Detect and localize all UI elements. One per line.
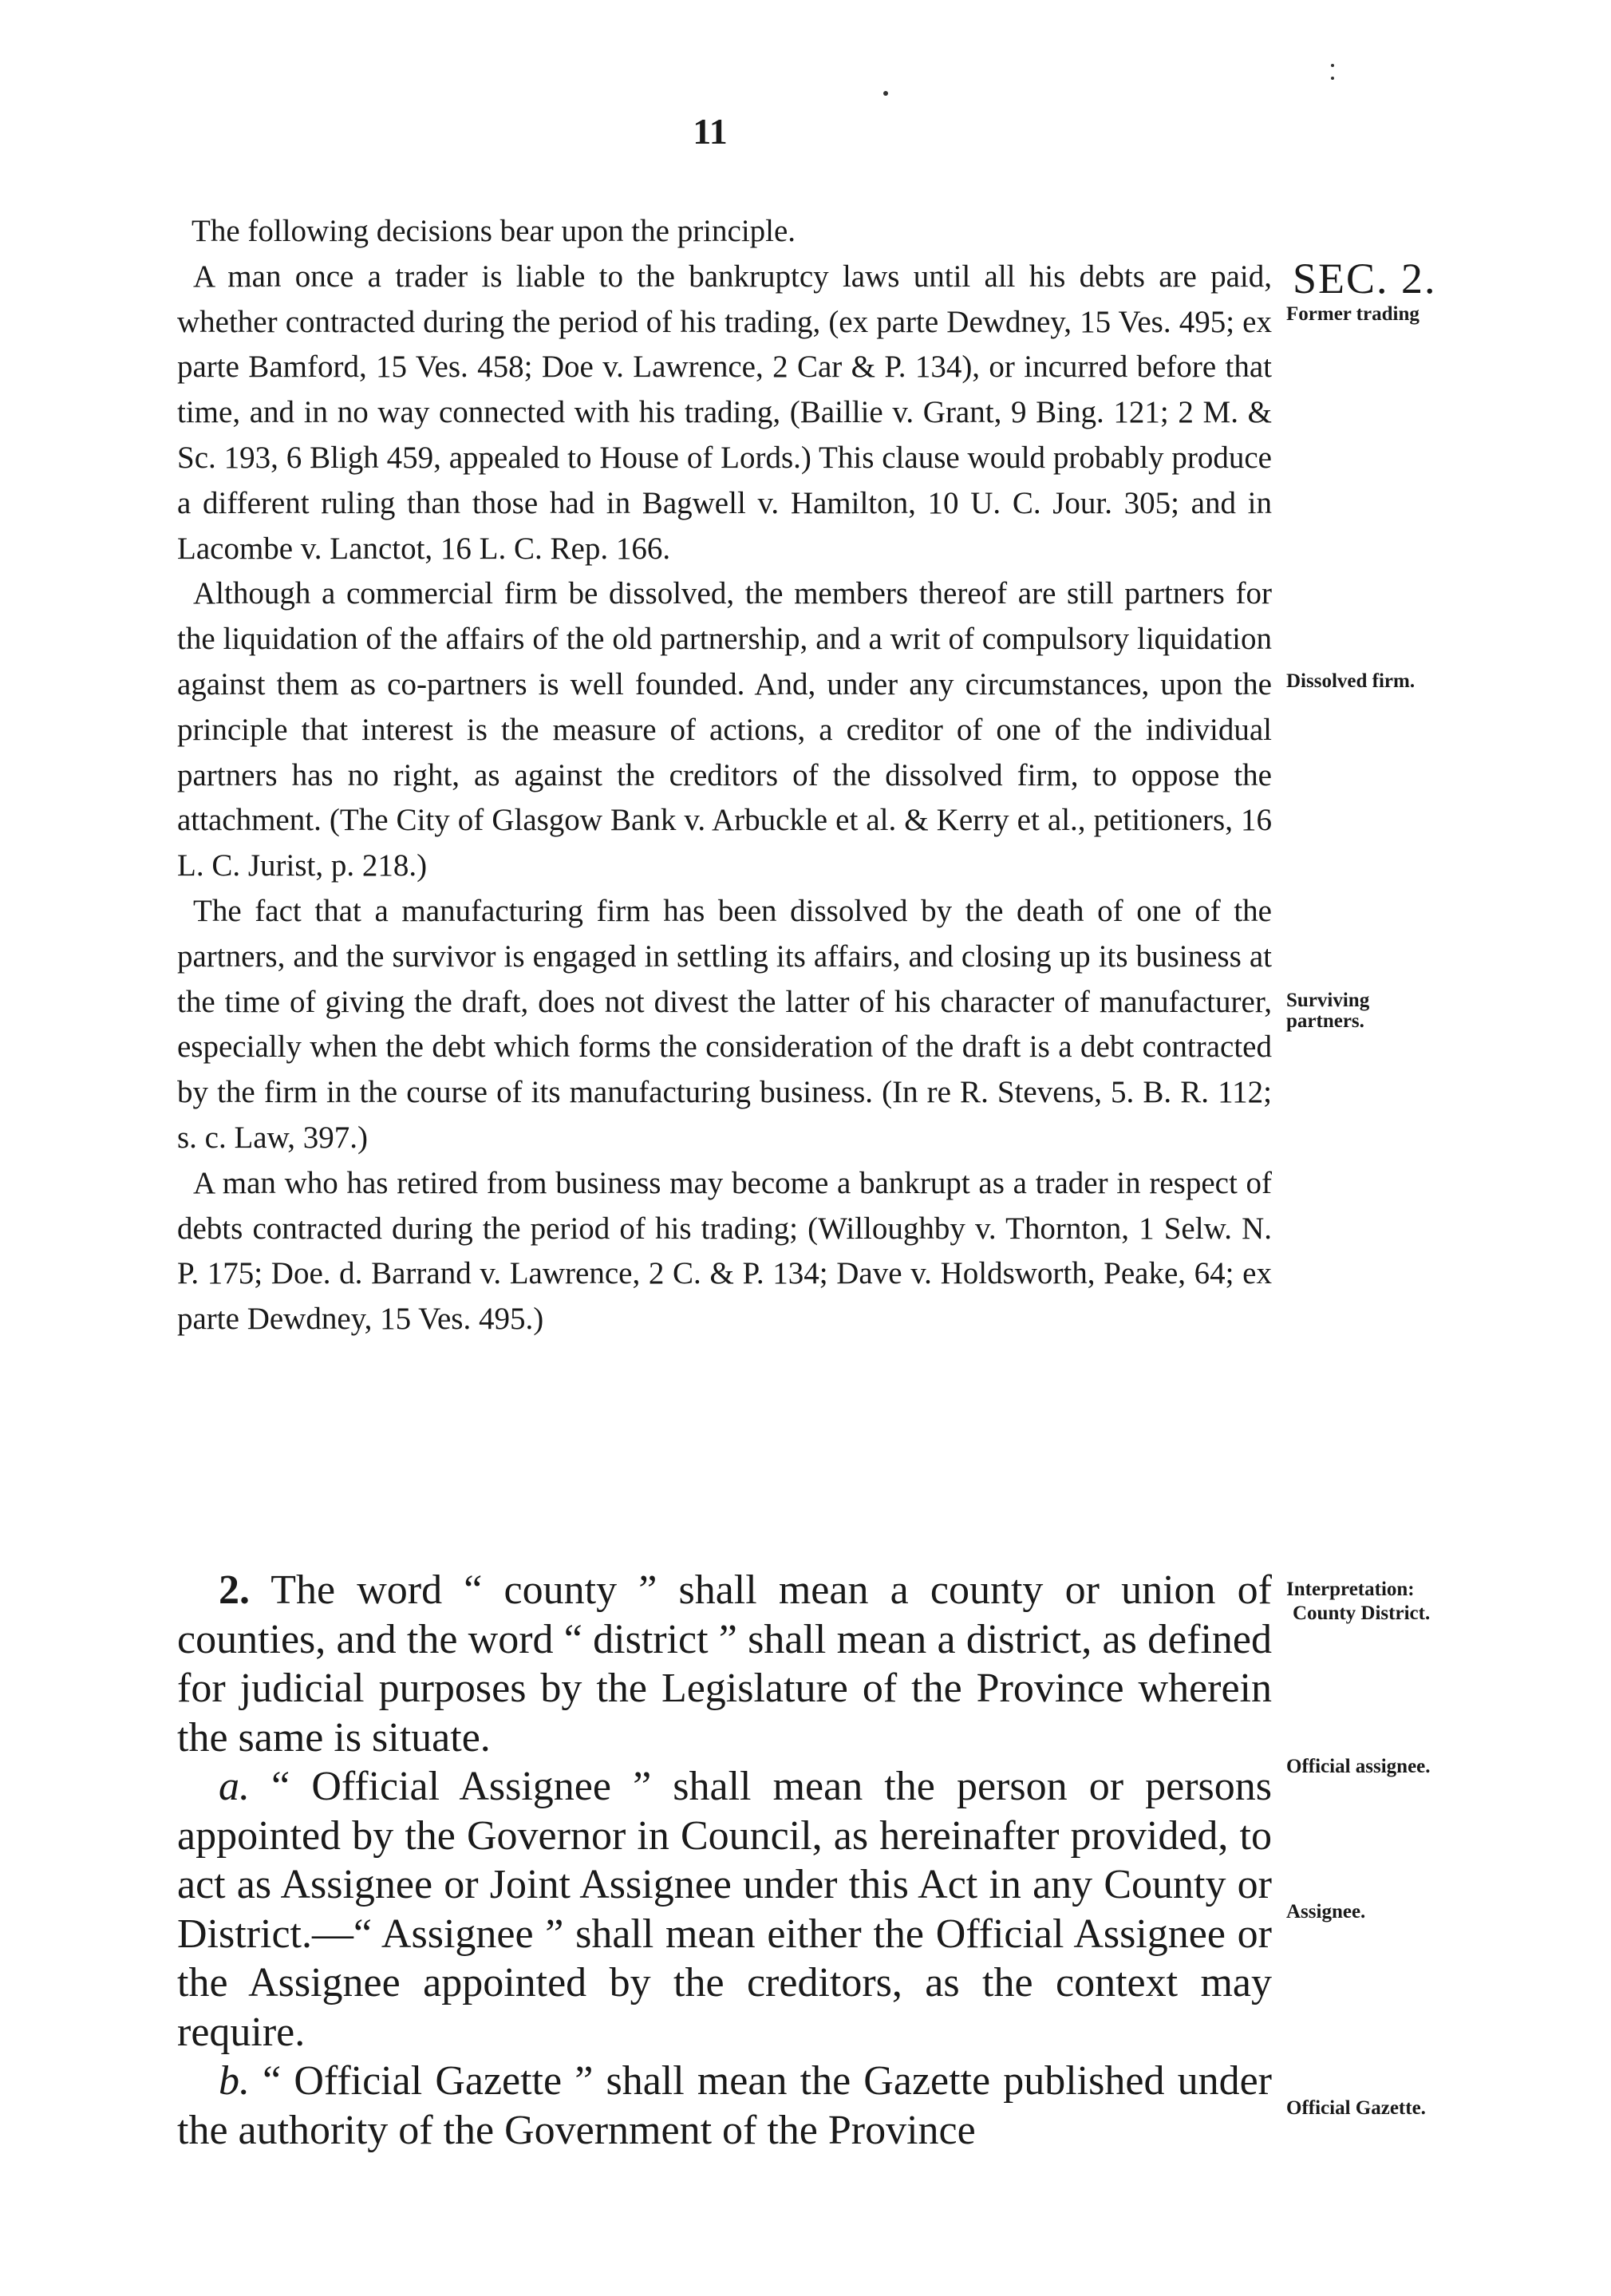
commentary-block (177, 209, 1272, 1342)
commentary-paragraph-dissolved-firm: Although a commercial firm be dissolved, the members thereof are still partners for the liquidation of the affairs of the old partnership, and a writ of compulsory liquidation against them as co-partners is well founded. And, under any circumstances, upon the principle that interest is the measure of actions, a creditor of one of the individual partners has no right, as against the creditors of the dissolved firm, to oppose the attachment. (The City of Glasgow Bank v. Arbuckle et al. & Kerry et al., petitioners, 16 L. C. Jurist, p. 218.) (177, 576, 1272, 883)
margin-note-former-trading: Former trading (1286, 303, 1419, 325)
margin-note-official-gazette: Official Gazette. (1286, 2097, 1426, 2119)
scan-speck (1331, 64, 1334, 67)
section-2b-text: “ Official Gazette ” shall mean the Gazette published under the authority of the Government of the Province (177, 2058, 1273, 2153)
section-2-number: 2. (219, 1567, 250, 1613)
section-2a-label: a. (219, 1764, 250, 1809)
page-number: 11 (693, 111, 728, 152)
commentary-paragraph-surviving-partners: The fact that a manufacturing firm has been dissolved by the death of one of the partners, and the survivor is engaged in settling its affairs, and closing up its business at the time of giving the draft, does not divest the latter of his character of manufacturer, especially when the debt which forms the consideration of the draft is a debt contracted by the firm in the course of its manufacturing business. (In re R. Stevens, 5. B. R. 112; s. c. Law, 397.) (177, 893, 1272, 1155)
scan-speck (1331, 77, 1334, 80)
commentary-paragraph-former-trading: A man once a trader is liable to the bankruptcy laws until all his debts are paid, whether contracted during the period of his trading, (ex parte Dewdney, 15 Ves. 495; ex parte Bamford, 15 Ves. 458; Doe v. Lawrence, 2 Car & P. 134), or incurred before that time, and in no way connected with his trading, (Baillie v. Grant, 9 Bing. 121; 2 M. & Sc. 193, 6 Bligh 459, appealed to House of Lords.) This clause would probably produce a different ruling than those had in Bagwell v. Hamilton, 10 U. C. Jour. 305; and in Lacombe v. Lanctot, 16 L. C. Rep. 166. (177, 259, 1272, 566)
margin-note-dissolved-firm: Dissolved firm. (1286, 670, 1416, 692)
section-2-text: The word “ county ” shall mean a county or union of counties, and the word “ district ” shall mean a district, as defined for judicial purposes by the Legislature of the Province wherein the same is situate. (177, 1567, 1273, 1761)
section-2b-paragraph (177, 2057, 1272, 2155)
margin-note-partners: partners. (1286, 1010, 1364, 1032)
margin-note-assignee: Assignee. (1286, 1901, 1366, 1923)
statute-block (177, 1566, 1272, 2155)
section-2b-label: b. (219, 2058, 250, 2104)
section-2a-text: “ Official Assignee ” shall mean the person or persons appointed by the Governor in Council, as hereinafter provided, to act as Assignee or Joint Assignee under this Act in any County or District.—“ Assignee ” shall mean either the Official Assignee or the Assignee appointed by the creditors, as the context may require. (177, 1764, 1273, 2055)
margin-note-county-district: County District. (1293, 1602, 1431, 1624)
commentary-intro: The following decisions bear upon the principle. (192, 214, 796, 248)
commentary-paragraph-retired-trader: A man who has retired from business may become a bankrupt as a trader in respect of debts contracted during the period of his trading; (Willoughby v. Thornton, 1 Selw. N. P. 175; Doe. d. Barrand v. Lawrence, 2 C. & P. 134; Dave v. Holdsworth, Peake, 64; ex parte Dewdney, 15 Ves. 495.) (177, 1165, 1272, 1337)
section-heading: SEC. 2. (1293, 255, 1437, 302)
margin-note-surviving: Surviving (1286, 990, 1370, 1011)
margin-note-official-assignee: Official assignee. (1286, 1756, 1431, 1777)
margin-note-interpretation: Interpretation: (1286, 1579, 1415, 1600)
scan-speck (883, 91, 888, 96)
section-2-paragraph (177, 1566, 1272, 1762)
section-2a-paragraph (177, 1762, 1272, 2057)
